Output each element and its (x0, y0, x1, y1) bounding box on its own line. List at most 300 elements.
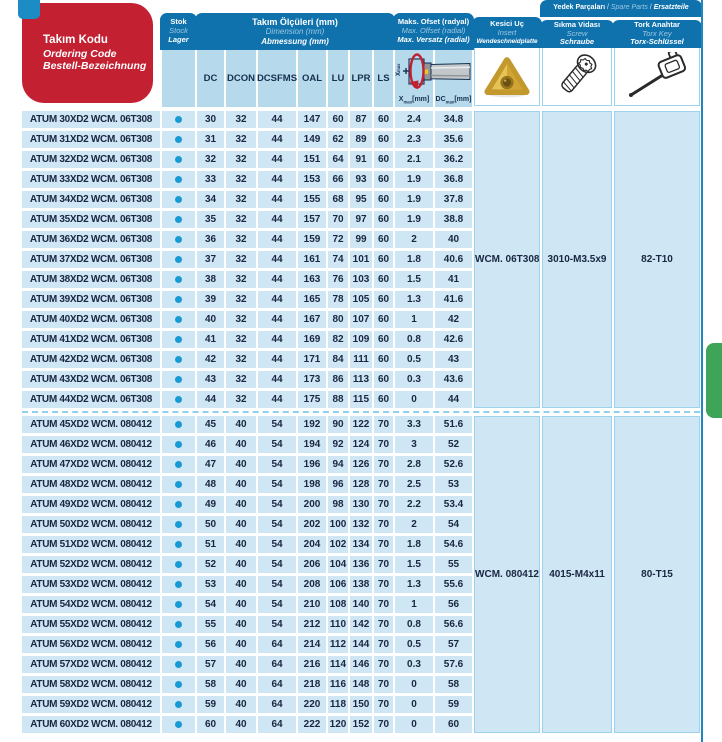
value-lu: 110 (328, 616, 348, 633)
value-xmax: 0 (395, 676, 433, 693)
value-dc: 53 (197, 576, 224, 593)
value-dcmax: 52 (435, 436, 472, 453)
stock-dot-icon (175, 136, 182, 143)
value-oal: 165 (298, 291, 326, 308)
value-lu: 82 (328, 331, 348, 348)
value-xmax: 0.8 (395, 331, 433, 348)
screw-code: 3010-M3.5x9 (542, 111, 612, 408)
column-header-torx-key (612, 20, 702, 48)
value-xmax: 0 (395, 696, 433, 713)
value-oal: 149 (298, 131, 326, 148)
stock-cell (162, 416, 195, 433)
value-lpr: 152 (350, 716, 372, 733)
stock-dot-icon (175, 561, 182, 568)
tool-code: ATUM 41XD2 WCM. 06T308 (22, 331, 160, 348)
value-dc: 34 (197, 191, 224, 208)
stock-cell (162, 111, 195, 128)
torx-key-icon (624, 52, 690, 102)
stock-dot-icon (175, 481, 182, 488)
value-lpr: 113 (350, 371, 372, 388)
value-oal: 218 (298, 676, 326, 693)
value-oal: 167 (298, 311, 326, 328)
value-lu: 84 (328, 351, 348, 368)
value-oal: 206 (298, 556, 326, 573)
value-lu: 88 (328, 391, 348, 408)
stock-dot-icon (175, 721, 182, 728)
spare-parts-tr: Yedek Parçaları (553, 4, 606, 12)
value-dcon: 40 (226, 536, 256, 553)
value-dcmax: 41.6 (435, 291, 472, 308)
value-ls: 60 (374, 111, 393, 128)
value-lu: 70 (328, 211, 348, 228)
value-dcmax: 60 (435, 716, 472, 733)
value-dcsfms: 44 (258, 291, 296, 308)
value-ls: 60 (374, 131, 393, 148)
table-row (22, 111, 700, 128)
value-dc: 33 (197, 171, 224, 188)
value-dcmax: 53 (435, 476, 472, 493)
value-dcon: 32 (226, 131, 256, 148)
value-xmax: 1.5 (395, 556, 433, 573)
stock-dot-icon (175, 176, 182, 183)
ordering-code-de: Bestell-Bezeichnung (43, 59, 147, 72)
tool-code: ATUM 51XD2 WCM. 080412 (22, 536, 160, 553)
value-dcmax: 57.6 (435, 656, 472, 673)
torx-label-de: Torx-Schlüssel (630, 37, 684, 47)
value-dcon: 40 (226, 596, 256, 613)
value-lpr: 101 (350, 251, 372, 268)
value-ls: 60 (374, 271, 393, 288)
value-ls: 60 (374, 211, 393, 228)
value-ls: 60 (374, 291, 393, 308)
value-xmax: 1 (395, 596, 433, 613)
value-dcon: 32 (226, 231, 256, 248)
stock-dot-icon (175, 316, 182, 323)
dimensions-label-en: Dimension (mm) (265, 27, 325, 37)
value-dcsfms: 54 (258, 596, 296, 613)
tool-code: ATUM 34XD2 WCM. 06T308 (22, 191, 160, 208)
value-lpr: 89 (350, 131, 372, 148)
value-dcsfms: 54 (258, 616, 296, 633)
value-dcmax: 57 (435, 636, 472, 653)
stock-cell (162, 596, 195, 613)
value-lpr: 150 (350, 696, 372, 713)
value-dcmax: 43 (435, 351, 472, 368)
stock-cell (162, 576, 195, 593)
stock-cell (162, 191, 195, 208)
dimensions-label-tr: Takım Ölçüleri (mm) (252, 17, 338, 28)
screw-icon (551, 51, 603, 103)
value-ls: 60 (374, 391, 393, 408)
tool-code: ATUM 31XD2 WCM. 06T308 (22, 131, 160, 148)
subheader-ls: LS (374, 50, 393, 107)
column-header-offset (393, 13, 474, 50)
stock-dot-icon (175, 236, 182, 243)
value-xmax: 1.3 (395, 291, 433, 308)
ordering-code-tr: Takım Kodu (43, 34, 108, 46)
value-dc: 54 (197, 596, 224, 613)
value-dcmax: 36.2 (435, 151, 472, 168)
value-lu: 80 (328, 311, 348, 328)
value-lu: 112 (328, 636, 348, 653)
value-dcsfms: 44 (258, 191, 296, 208)
value-dcon: 32 (226, 251, 256, 268)
screw-label-tr: Sıkma Vidası (553, 20, 601, 29)
tool-code: ATUM 54XD2 WCM. 080412 (22, 596, 160, 613)
value-dc: 40 (197, 311, 224, 328)
tool-code: ATUM 40XD2 WCM. 06T308 (22, 311, 160, 328)
value-dcmax: 36.8 (435, 171, 472, 188)
value-xmax: 2.1 (395, 151, 433, 168)
value-lu: 100 (328, 516, 348, 533)
stock-dot-icon (175, 521, 182, 528)
stock-dot-icon (175, 581, 182, 588)
value-dcmax: 40 (435, 231, 472, 248)
tool-code: ATUM 39XD2 WCM. 06T308 (22, 291, 160, 308)
value-lpr: 138 (350, 576, 372, 593)
value-lu: 92 (328, 436, 348, 453)
value-lu: 120 (328, 716, 348, 733)
tool-code: ATUM 53XD2 WCM. 080412 (22, 576, 160, 593)
value-oal: 155 (298, 191, 326, 208)
value-dcsfms: 54 (258, 556, 296, 573)
stock-dot-icon (175, 376, 182, 383)
value-ls: 70 (374, 556, 393, 573)
value-lu: 68 (328, 191, 348, 208)
value-dcmax: 54.6 (435, 536, 472, 553)
value-dcmax: 42 (435, 311, 472, 328)
subheader-lu: LU (328, 50, 348, 107)
value-oal: 196 (298, 456, 326, 473)
value-lpr: 111 (350, 351, 372, 368)
value-dcmax: 41 (435, 271, 472, 288)
stock-cell (162, 311, 195, 328)
value-dcsfms: 64 (258, 716, 296, 733)
tool-code: ATUM 47XD2 WCM. 080412 (22, 456, 160, 473)
value-xmax: 1.9 (395, 191, 433, 208)
value-dcmax: 37.8 (435, 191, 472, 208)
value-dcsfms: 44 (258, 311, 296, 328)
value-oal: 216 (298, 656, 326, 673)
value-ls: 70 (374, 616, 393, 633)
value-dc: 57 (197, 656, 224, 673)
value-dc: 52 (197, 556, 224, 573)
stock-cell (162, 556, 195, 573)
value-dc: 49 (197, 496, 224, 513)
column-header-dimensions (195, 13, 395, 50)
value-lu: 104 (328, 556, 348, 573)
value-lu: 72 (328, 231, 348, 248)
column-header-spare-parts: Yedek Parçaları / Spare Parts / Ersatzteile (540, 0, 702, 17)
value-dcon: 40 (226, 656, 256, 673)
stock-cell (162, 331, 195, 348)
value-dcon: 32 (226, 271, 256, 288)
value-lu: 118 (328, 696, 348, 713)
value-lu: 66 (328, 171, 348, 188)
stock-cell (162, 391, 195, 408)
value-dcsfms: 44 (258, 331, 296, 348)
value-dcsfms: 54 (258, 576, 296, 593)
value-oal: 214 (298, 636, 326, 653)
tool-code: ATUM 46XD2 WCM. 080412 (22, 436, 160, 453)
value-dcsfms: 44 (258, 131, 296, 148)
stock-dot-icon (175, 396, 182, 403)
value-lpr: 136 (350, 556, 372, 573)
tool-code: ATUM 33XD2 WCM. 06T308 (22, 171, 160, 188)
page-border-line (701, 0, 703, 742)
value-dcon: 32 (226, 371, 256, 388)
spare-parts-de: Ersatzteile (653, 4, 689, 12)
value-lpr: 124 (350, 436, 372, 453)
value-dc: 38 (197, 271, 224, 288)
stock-label-en: Stock (169, 26, 188, 36)
value-lu: 102 (328, 536, 348, 553)
value-dcsfms: 64 (258, 676, 296, 693)
value-oal: 161 (298, 251, 326, 268)
value-xmax: 2.8 (395, 456, 433, 473)
stock-cell (162, 696, 195, 713)
value-dcmax: 34.8 (435, 111, 472, 128)
svg-text:Xmax: Xmax (396, 63, 402, 76)
value-xmax: 0.5 (395, 636, 433, 653)
tool-code: ATUM 52XD2 WCM. 080412 (22, 556, 160, 573)
tool-code: ATUM 38XD2 WCM. 06T308 (22, 271, 160, 288)
stock-dot-icon (175, 336, 182, 343)
value-ls: 70 (374, 436, 393, 453)
page-edge-tab (706, 343, 722, 418)
dimensions-label-de: Abmessung (mm) (261, 36, 329, 46)
value-oal: 204 (298, 536, 326, 553)
column-header-insert (472, 17, 542, 48)
value-dcsfms: 44 (258, 391, 296, 408)
tool-code: ATUM 49XD2 WCM. 080412 (22, 496, 160, 513)
value-lpr: 122 (350, 416, 372, 433)
value-dcmax: 35.6 (435, 131, 472, 148)
spare-parts-en: Spare Parts (610, 4, 648, 12)
value-dcsfms: 54 (258, 476, 296, 493)
ordering-code-header (22, 3, 153, 103)
value-dcsfms: 64 (258, 696, 296, 713)
subheader-xmax: $X_{max}[mm]$ (395, 50, 433, 107)
value-lu: 116 (328, 676, 348, 693)
value-oal: 175 (298, 391, 326, 408)
stock-cell (162, 536, 195, 553)
value-dcsfms: 44 (258, 151, 296, 168)
stock-dot-icon (175, 276, 182, 283)
value-ls: 70 (374, 516, 393, 533)
stock-cell (162, 436, 195, 453)
value-dcmax: 51.6 (435, 416, 472, 433)
value-ls: 60 (374, 331, 393, 348)
value-lpr: 103 (350, 271, 372, 288)
value-dcsfms: 54 (258, 436, 296, 453)
value-lu: 94 (328, 456, 348, 473)
value-lu: 106 (328, 576, 348, 593)
subheader-dcon: DCON (226, 50, 256, 107)
tool-code: ATUM 43XD2 WCM. 06T308 (22, 371, 160, 388)
insert-label-de: Wendeschneidplatte (476, 37, 538, 45)
subheader-dc: DC (197, 50, 224, 107)
value-dcmax: 56 (435, 596, 472, 613)
stock-cell (162, 131, 195, 148)
torx-code: 80-T15 (614, 416, 700, 733)
stock-dot-icon (175, 621, 182, 628)
value-oal: 151 (298, 151, 326, 168)
value-xmax: 2 (395, 516, 433, 533)
value-ls: 60 (374, 351, 393, 368)
value-ls: 70 (374, 716, 393, 733)
value-dcsfms: 54 (258, 536, 296, 553)
stock-cell (162, 456, 195, 473)
value-xmax: 0.8 (395, 616, 433, 633)
value-lpr: 105 (350, 291, 372, 308)
stock-dot-icon (175, 681, 182, 688)
value-dc: 45 (197, 416, 224, 433)
tool-code: ATUM 56XD2 WCM. 080412 (22, 636, 160, 653)
tool-code: ATUM 35XD2 WCM. 06T308 (22, 211, 160, 228)
insert-label-en: Insert (497, 27, 517, 37)
table-row (22, 416, 700, 433)
value-dcmax: 58 (435, 676, 472, 693)
value-dcon: 40 (226, 636, 256, 653)
value-xmax: 0 (395, 716, 433, 733)
group-divider (22, 411, 700, 413)
stock-dot-icon (175, 421, 182, 428)
value-dcsfms: 44 (258, 211, 296, 228)
value-dcsfms: 44 (258, 171, 296, 188)
value-dcon: 32 (226, 171, 256, 188)
value-lpr: 142 (350, 616, 372, 633)
insert-code: WCM. 080412 (474, 416, 540, 733)
torx-key-image-cell (614, 48, 700, 106)
value-dcsfms: 64 (258, 636, 296, 653)
torx-code: 82-T10 (614, 111, 700, 408)
offset-label-tr: Maks. Ofset (radyal) (397, 17, 470, 27)
value-lpr: 91 (350, 151, 372, 168)
stock-dot-icon (175, 641, 182, 648)
value-dc: 51 (197, 536, 224, 553)
value-ls: 70 (374, 696, 393, 713)
value-xmax: 2 (395, 231, 433, 248)
stock-cell (162, 271, 195, 288)
value-lpr: 148 (350, 676, 372, 693)
value-oal: 163 (298, 271, 326, 288)
tool-code: ATUM 44XD2 WCM. 06T308 (22, 391, 160, 408)
stock-cell (162, 371, 195, 388)
value-ls: 70 (374, 496, 393, 513)
screw-image-cell (542, 48, 612, 106)
value-dcon: 40 (226, 576, 256, 593)
stock-dot-icon (175, 601, 182, 608)
value-dcsfms: 44 (258, 231, 296, 248)
value-xmax: 3.3 (395, 416, 433, 433)
value-oal: 192 (298, 416, 326, 433)
tool-code: ATUM 37XD2 WCM. 06T308 (22, 251, 160, 268)
value-dcon: 32 (226, 211, 256, 228)
value-xmax: 2.2 (395, 496, 433, 513)
value-dcsfms: 44 (258, 111, 296, 128)
stock-cell (162, 636, 195, 653)
tool-code: ATUM 36XD2 WCM. 06T308 (22, 231, 160, 248)
value-lpr: 87 (350, 111, 372, 128)
column-header-screw (540, 20, 614, 48)
value-xmax: 1.8 (395, 251, 433, 268)
value-dcon: 40 (226, 716, 256, 733)
corner-tab-icon (18, 0, 40, 19)
tool-code: ATUM 45XD2 WCM. 080412 (22, 416, 160, 433)
value-dc: 56 (197, 636, 224, 653)
stock-cell (162, 211, 195, 228)
stock-dot-icon (175, 661, 182, 668)
value-oal: 220 (298, 696, 326, 713)
stock-cell (162, 476, 195, 493)
tool-code: ATUM 30XD2 WCM. 06T308 (22, 111, 160, 128)
value-dcsfms: 54 (258, 496, 296, 513)
value-oal: 194 (298, 436, 326, 453)
stock-dot-icon (175, 701, 182, 708)
subheader-oal: OAL (298, 50, 326, 107)
value-ls: 70 (374, 596, 393, 613)
value-dc: 48 (197, 476, 224, 493)
stock-cell (162, 231, 195, 248)
insert-photo-icon (484, 55, 530, 99)
value-lpr: 132 (350, 516, 372, 533)
value-dcmax: 56.6 (435, 616, 472, 633)
offset-label-en: Max. Offset (radial) (401, 26, 466, 36)
stock-dot-icon (175, 116, 182, 123)
value-ls: 60 (374, 151, 393, 168)
stock-label-de: Lager (168, 34, 189, 44)
value-ls: 60 (374, 371, 393, 388)
stock-cell (162, 291, 195, 308)
stock-cell (162, 171, 195, 188)
value-dc: 36 (197, 231, 224, 248)
value-dcmax: 42.6 (435, 331, 472, 348)
value-lu: 60 (328, 111, 348, 128)
value-oal: 208 (298, 576, 326, 593)
value-lu: 74 (328, 251, 348, 268)
value-lpr: 146 (350, 656, 372, 673)
value-dc: 30 (197, 111, 224, 128)
value-ls: 70 (374, 576, 393, 593)
value-lpr: 115 (350, 391, 372, 408)
value-lpr: 144 (350, 636, 372, 653)
stock-cell (162, 151, 195, 168)
screw-label-de: Schraube (559, 37, 595, 47)
screw-code: 4015-M4x11 (542, 416, 612, 733)
value-dc: 50 (197, 516, 224, 533)
value-lpr: 134 (350, 536, 372, 553)
value-dcon: 40 (226, 516, 256, 533)
torx-label-tr: Tork Anahtar (634, 20, 680, 29)
tool-data-table (20, 108, 702, 736)
value-dcmax: 55.6 (435, 576, 472, 593)
value-lu: 64 (328, 151, 348, 168)
value-dcmax: 55 (435, 556, 472, 573)
value-lu: 86 (328, 371, 348, 388)
value-dc: 46 (197, 436, 224, 453)
value-dcon: 40 (226, 676, 256, 693)
value-lpr: 95 (350, 191, 372, 208)
screw-label-en: Screw (566, 28, 588, 38)
value-dc: 35 (197, 211, 224, 228)
tool-code: ATUM 59XD2 WCM. 080412 (22, 696, 160, 713)
value-oal: 171 (298, 351, 326, 368)
stock-cell (162, 616, 195, 633)
value-lpr: 107 (350, 311, 372, 328)
stock-cell (162, 496, 195, 513)
value-dcmax: 44 (435, 391, 472, 408)
